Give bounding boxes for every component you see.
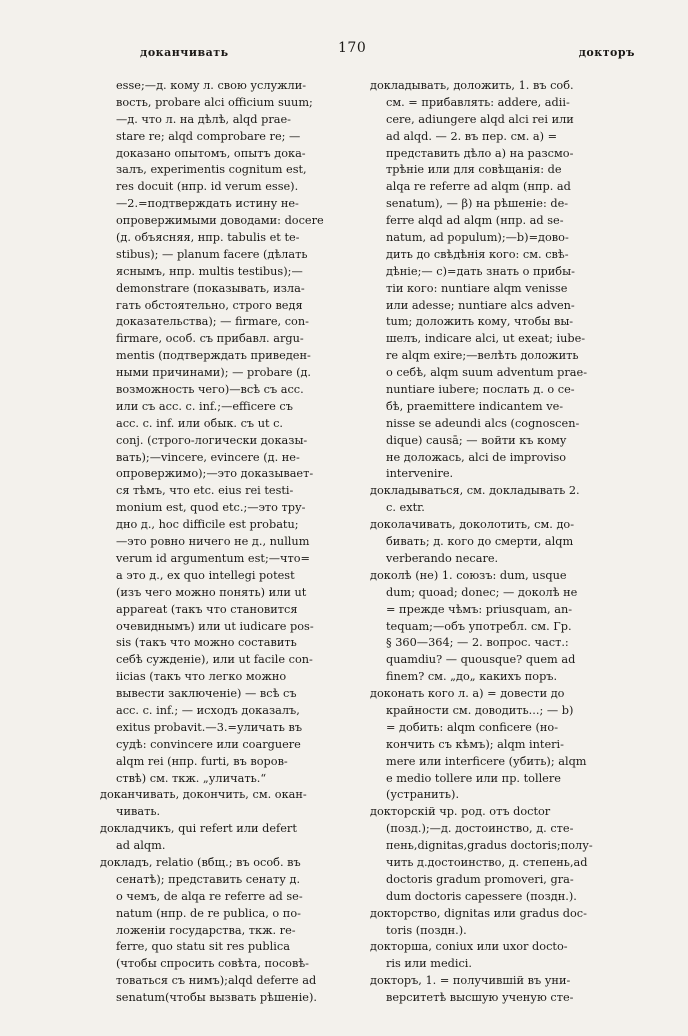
entry-text-line: себѣ сужденіе), или ut facile con- — [116, 653, 313, 667]
entry-text-line: (д. объясняя, нпр. tabulis et te- — [116, 231, 300, 245]
entry-text-line: nisse se adeundi alcs (cognoscen- — [386, 416, 580, 430]
entry-text-line: вать);—vincere, evincere (д. не- — [116, 450, 300, 464]
entry-headword-line: доканчивать, докончить, см. окан- — [100, 788, 307, 802]
entry-text-line: ris или medici. — [386, 957, 473, 971]
entry-text-line: re alqm exire;—велѣть доложить — [386, 349, 579, 363]
entry-text-line: доказано опытомъ, опытъ дока- — [116, 146, 306, 160]
entry-text-line: опровержимо);—это доказывает- — [116, 467, 314, 481]
entry-text-line: о себѣ, alqm suum adventum prae- — [386, 366, 588, 380]
entry-text-line: вость, probare alci officium suum; — [116, 95, 313, 109]
entry-text-line: гать обстоятельно, строго ведя — [116, 298, 303, 312]
entry-text-line: c. extr. — [386, 501, 425, 515]
entry-text-line: дно д., hoc difficile est probatu; — [116, 518, 299, 532]
entry-text-line: senatum), — β) на рѣшеніе: de- — [386, 197, 569, 211]
entry-text-line: возможность чего)—всѣ съ acc. — [116, 383, 304, 397]
entry-headword-line: доколачивать, доколотить, см. до- — [370, 518, 575, 532]
entry-text-line: monium est, quod etc.;—это тру- — [116, 501, 306, 515]
entry-text-line: или съ acc. c. inf.;—efficere съ — [116, 399, 293, 413]
entry-text-line: iicias (такъ что легко можно — [116, 670, 287, 684]
entry-text-line: (изъ чего можно понять) или ut — [116, 585, 307, 599]
entry-headword-line: докладываться, см. докладывать 2. — [370, 484, 580, 498]
entry-text-line: вывести заключеніе) — всѣ съ — [116, 687, 297, 701]
entry-text-line: ствѣ) см. ткж. „уличать.“ — [116, 771, 267, 785]
entry-text-line: представить дѣло а) на разсмо- — [386, 146, 574, 160]
page-header — [80, 40, 635, 60]
entry-text-line: doctoris gradum promoveri, gra- — [386, 872, 574, 886]
entry-text-line: яснымъ, нпр. multis testibus);— — [116, 264, 303, 278]
entry-text-line: —это ровно ничего не д., nullum — [116, 535, 310, 549]
entry-text-line: tequam;—объ употребл. см. Гр. — [386, 619, 572, 633]
entry-text-line: а это д., ex quo intellegi potest — [116, 568, 295, 582]
entry-text-line: ad alqd. — 2. въ пер. см. а) = — [386, 129, 558, 143]
entry-text-line: toris (поздн.). — [386, 923, 467, 937]
entry-text-line: верситетѣ высшую ученую сте- — [386, 991, 574, 1005]
entry-headword-line: докторскій чр. род. отъ doctor — [370, 805, 551, 819]
entry-text-line: —д. что л. на дѣлѣ, alqd prae- — [116, 112, 291, 126]
entry-text-line: бивать; д. кого до смерти, alqm — [386, 535, 574, 549]
entry-headword-line: докторша, coniux или uxor docto- — [370, 940, 568, 954]
entry-text-line: (позд.);—д. достоинство, д. сте- — [386, 822, 574, 836]
entry-text-line: опровержимыми доводами: docere — [116, 214, 324, 228]
entry-text-line: (чтобы спросить совѣта, посовѣ- — [116, 957, 309, 971]
entry-text-line: см. = прибавлять: addere, adii- — [386, 95, 570, 109]
entry-headword-line: докладъ, relatio (вбщ.; въ особ. въ — [100, 855, 301, 869]
entry-text-line: или adesse; nuntiare alcs adven- — [386, 298, 575, 312]
entry-text-line: = добить: alqm conficere (но- — [386, 720, 559, 734]
entry-headword-line: докладывать, доложить, 1. въ соб. — [370, 79, 574, 92]
entry-text-line: verberando necare. — [386, 551, 499, 565]
entry-text-line: mere или interficere (убить); alqm — [386, 754, 587, 768]
left-running-headword: доканчивать — [140, 46, 229, 59]
entry-text-line: dum doctoris capessere (поздн.). — [386, 889, 577, 903]
entry-text-line: шелъ, indicare alci, ut exeat; iube- — [386, 332, 586, 346]
entry-text-line: dum; quoad; donec; — доколѣ не — [386, 585, 578, 599]
entry-text-line: —2.=подтверждать истину не- — [116, 197, 299, 211]
page-number: 170 — [338, 40, 367, 56]
entry-headword-line: докторство, dignitas или gradus doc- — [370, 906, 587, 920]
entry-text-line: пень,dignitas,gradus doctoris;полу- — [386, 839, 593, 853]
entry-text-line: dique) causā; — войти къ кому — [386, 433, 567, 447]
entry-text-line: = прежде чѣмъ: priusquam, an- — [386, 602, 573, 616]
entry-text-line: кончить съ кѣмъ); alqm interi- — [386, 737, 564, 751]
entry-text-line: stare re; alqd comprobare re; — — [116, 129, 301, 143]
entry-text-line: ferre alqd ad alqm (нпр. ad se- — [386, 214, 564, 228]
entry-text-line: не доложась, alci de improviso — [386, 450, 567, 464]
left-column — [100, 78, 350, 1028]
entry-text-line: sis (такъ что можно составить — [116, 636, 297, 650]
entry-headword-line: доконать кого л. а) = довести до — [370, 687, 565, 701]
entry-headword-line: доколѣ (не) 1. союзъ: dum, usque — [370, 568, 567, 582]
entry-text-line: ложеніи государства, ткж. re- — [116, 923, 296, 937]
entry-text-line: cere, adiungere alqd alci rei или — [386, 112, 574, 126]
entry-text-line: acc. c. inf. или обык. съ ut c. — [116, 416, 284, 430]
entry-text-line: exitus probavit.—3.=уличать въ — [116, 720, 303, 734]
entry-text-line: esse;—д. кому л. свою услужли- — [116, 79, 307, 92]
entry-text-line: дить до свѣдѣнія кого: см. свѣ- — [386, 247, 569, 261]
entry-text-line: трѣніе или для совѣщанія: de — [386, 163, 562, 177]
entry-headword-line: докторъ, 1. = получившій въ уни- — [370, 974, 571, 988]
entry-text-line: чить д.достоинство, д. степень,ad — [386, 855, 588, 869]
entry-headword-line: докладчикъ, qui refert или defert — [100, 822, 297, 836]
entry-text-line: товаться съ нимъ);alqd deferre ad — [116, 974, 317, 988]
entry-text-line: finem? см. „до„ какихъ поръ. — [386, 670, 558, 684]
entry-text-line: natum (нпр. de re publica, о по- — [116, 906, 301, 920]
entry-text-line: conj. (строго-логически доказы- — [116, 433, 308, 447]
entry-text-line: quamdiu? — quousque? quem ad — [386, 653, 576, 667]
entry-text-line: о чемъ, de alqa re referre ad se- — [116, 889, 303, 903]
entry-text-line: сенатѣ); представить сенату д. — [116, 872, 301, 886]
entry-text-line: appareat (такъ что становится — [116, 602, 298, 616]
entry-text-line: acc. c. inf.; — исходъ доказалъ, — [116, 703, 300, 717]
entry-text-line: бѣ, praemittere indicantem ve- — [386, 399, 564, 413]
entry-text-line: крайности см. доводить...; — b) — [386, 703, 574, 717]
entry-text-line: nuntiare iubere; послать д. о се- — [386, 383, 575, 397]
entry-text-line: судѣ: convincere или coarguere — [116, 737, 301, 751]
entry-text-line: tum; доложить кому, чтобы вы- — [386, 315, 574, 329]
entry-text-line: alqa re referre ad alqm (нпр. ad — [386, 180, 571, 194]
entry-text-line: firmare, особ. съ прибавл. argu- — [116, 332, 304, 346]
entry-text-line: senatum(чтобы вызвать рѣшеніе). — [116, 991, 317, 1005]
entry-text-line: alqm rei (нпр. furti, въ воров- — [116, 754, 288, 768]
right-column — [370, 78, 632, 1028]
entry-text-line: natum, ad populum);—b)=дово- — [386, 231, 569, 245]
entry-text-line: чивать. — [116, 805, 161, 819]
entry-text-line: ferre, quo statu sit res publica — [116, 940, 290, 954]
entry-text-line: res docuit (нпр. id verum esse). — [116, 180, 299, 194]
entry-text-line: тіи кого: nuntiare alqm venisse — [386, 281, 568, 295]
entry-text-line: mentis (подтверждать приведен- — [116, 349, 311, 363]
right-running-headword: докторъ — [578, 46, 635, 59]
entry-text-line: e medio tollere или пр. tollere — [386, 771, 561, 785]
entry-text-line: stibus); — planum facere (дѣлать — [116, 247, 308, 261]
entry-text-line: § 360—364; — 2. вопрос. част.: — [386, 636, 569, 650]
entry-text-line: ся тѣмъ, что etc. eius rei testi- — [116, 484, 294, 498]
entry-text-line: intervenire. — [386, 467, 454, 481]
entry-text-line: demonstrare (показывать, изла- — [116, 281, 305, 295]
entry-text-line: ad alqm. — [116, 839, 166, 853]
entry-text-line: дѣніе;— с)=дать знать о прибы- — [386, 264, 575, 278]
entry-text-line: ными причинами); — probare (д. — [116, 366, 312, 380]
entry-text-line: доказательства); — firmare, con- — [116, 315, 309, 329]
entry-text-line: (устранить). — [386, 788, 460, 802]
entry-text-line: verum id argumentum est;—что= — [116, 551, 311, 565]
entry-text-line: очевиднымъ) или ut iudicare pos- — [116, 619, 314, 633]
entry-text-line: залъ, experimentis cognitum est, — [116, 163, 307, 177]
